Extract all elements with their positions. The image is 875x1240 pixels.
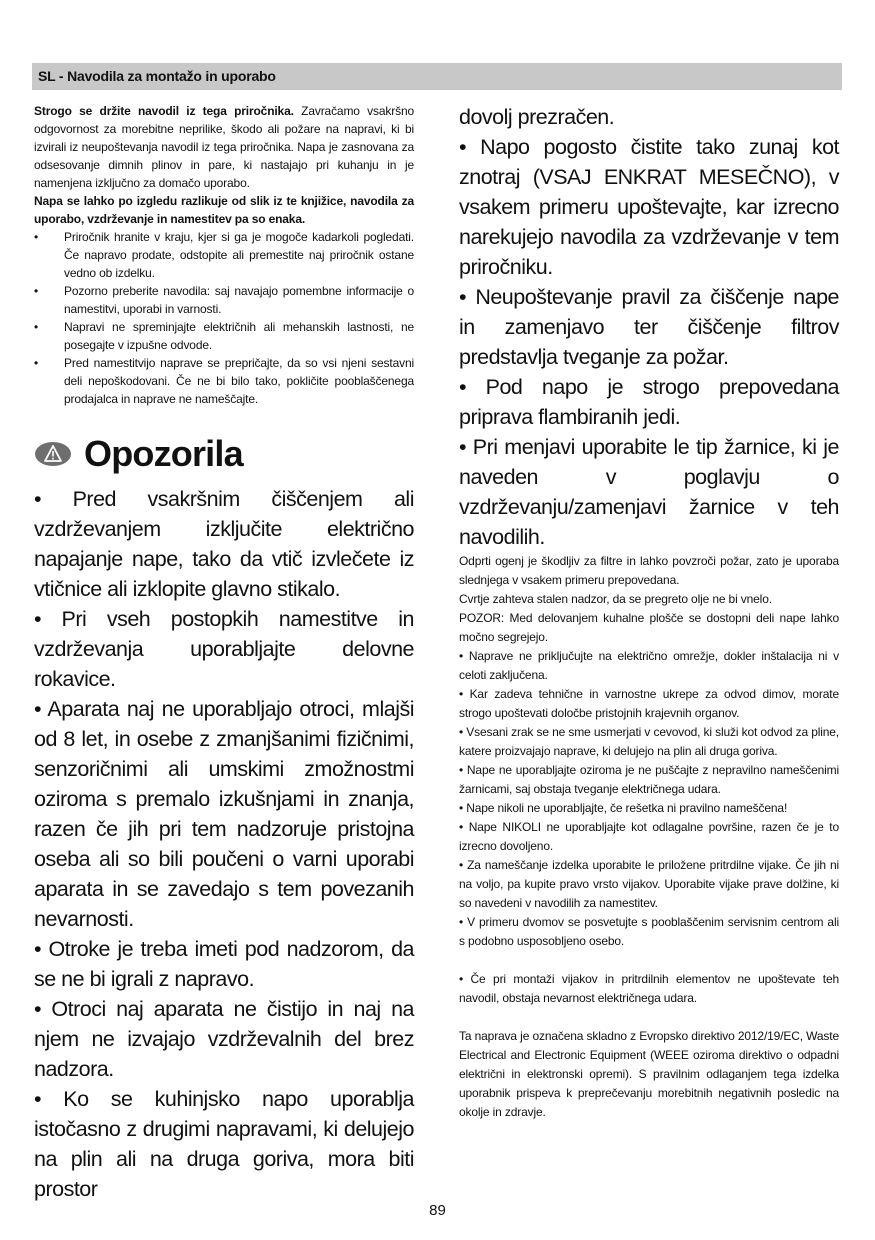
small-warning: • Za nameščanje izdelka uporabite le priložene pritrdilne vijake. Če jih ni na voljo, pa kupite pravo vrsto vijakov. Uporabite vijake prave dolžine, ki so navedeni v navodilih za namestitev. xyxy=(459,858,839,910)
warning-item: • Pod napo je strogo prepovedana priprava flambiranih jedi. xyxy=(459,375,839,429)
warning-item: • Napo pogosto čistite tako zunaj kot znotraj (VSAJ ENKRAT MESEČNO), v vsakem primeru upoštevajte, kar izrecno narekujejo navodila za vzdrževanje v tem priročniku. xyxy=(459,135,839,279)
small-warning: Odprti ogenj je škodljiv za filtre in lahko povzroči požar, zato je uporaba slednjega v vsakem primeru prepovedana. xyxy=(459,554,839,587)
small-warning: • Nape NIKOLI ne uporabljajte kot odlagalne površine, razen če je to izrecno dovoljeno. xyxy=(459,820,839,853)
intro-bold: Strogo se držite navodil iz tega priročnika. xyxy=(34,104,294,118)
section-title: SL - Navodila za montažo in uporabo xyxy=(38,68,276,84)
spacer xyxy=(459,951,839,970)
spacer xyxy=(459,1008,839,1027)
small-warning: • Nape ne uporabljajte oziroma je ne puščajte z nepravilno nameščenimi žarnicami, saj obstaja tveganje električnega udara. xyxy=(459,763,839,796)
small-warning: • Kar zadeva tehnične in varnostne ukrepe za odvod dimov, morate strogo upoštevati določbe pristojnih krajevnih organov. xyxy=(459,687,839,720)
small-warning: • Naprave ne priključujte na električno omrežje, dokler inštalacija ni v celoti zaključena. xyxy=(459,649,839,682)
warning-item: • Ko se kuhinjsko napo uporablja istočasno z drugimi napravami, ki delujejo na plin ali na druga goriva, mora biti prostor xyxy=(34,1087,414,1201)
warnings-title: Opozorila xyxy=(84,433,243,474)
weee-note: Ta naprava je označena skladno z Evropsko direktivo 2012/19/EC, Waste Electrical and Electronic Equipment (WEEE oziroma direktivo o odpadni električni in elektronski opremi). S pravilnim odlaganjem tega izdelka uporabnik prispeva k preprečevanju morebitnih negativnih posledic na okolje in zdravje. xyxy=(459,1029,839,1119)
intro-note-bold: Napa se lahko po izgledu razlikuje od slik iz te knjižice, navodila za uporabo, vzdrževanje in namestitev pa so enaka. xyxy=(34,194,414,226)
small-warning: • V primeru dvomov se posvetujte s pooblaščenim servisnim centrom ali s podobno usposobljeno osebo. xyxy=(459,915,839,948)
left-column xyxy=(34,102,414,1204)
warning-icon xyxy=(34,441,72,467)
bullet-dot: • xyxy=(34,230,39,244)
intro-block xyxy=(34,102,414,228)
warning-item: • Pri menjavi uporabite le tip žarnice, ki je naveden v poglavju o vzdrževanju/zamenjavi žarnice v teh navodilih. xyxy=(459,435,839,549)
bullet-dot: • xyxy=(34,320,39,334)
intro-bullet-list xyxy=(34,228,414,408)
small-warning: POZOR: Med delovanjem kuhalne plošče se dostopni deli nape lahko močno segrejejo. xyxy=(459,611,839,644)
list-item: • Napravi ne spreminjajte električnih ali mehanskih lastnosti, ne posegajte v izpušne odvode. xyxy=(34,320,414,352)
intro-text: Zavračamo vsakršno odgovornost za morebitne neprilike, škodo ali požare na napravi, ki bi izvirali iz neupoštevanja navodil iz tega priročnika. Napa je zasnovana za odsesovanje dimnih plinov in pare, ki nastajajo pri kuhanju in je namenjena izključno za domačo uporabo. xyxy=(34,104,414,190)
warnings-heading xyxy=(34,426,414,482)
bullet-dot: • xyxy=(34,356,39,370)
small-warning: • Nape nikoli ne uporabljajte, če rešetka ni pravilno nameščena! xyxy=(459,801,788,815)
list-item: • Pozorno preberite navodila: saj navajajo pomembne informacije o namestitvi, uporabi in varnosti. xyxy=(34,284,414,316)
intro-note xyxy=(34,192,414,228)
screws-note: • Če pri montaži vijakov in pritrdilnih elementov ne upoštevate teh navodil, obstaja nevarnost električnega udara. xyxy=(459,972,839,1005)
warning-item: • Aparata naj ne uporabljajo otroci, mlajši od 8 let, in osebe z zmanjšanimi fizičnimi, senzoričnimi ali umskimi zmožnostmi oziroma s premalo izkušnjami in znanja, razen če jih pri tem nadzoruje pristojna oseba ali so bili poučeni o varni uporabi aparata in se zavedajo s tem povezanih nevarnosti. xyxy=(34,697,414,931)
warning-item: • Neupoštevanje pravil za čiščenje nape in zamenjavo ter čiščenje filtrov predstavlja tveganje za požar. xyxy=(459,285,839,369)
small-warning: • Vsesani zrak se ne sme usmerjati v cevovod, ki služi kot odvod za pline, katere proizvajajo naprave, ki delujejo na plin ali druga goriva. xyxy=(459,725,839,758)
warning-item: • Pri vseh postopkih namestitve in vzdrževanja uporabljajte delovne rokavice. xyxy=(34,607,414,691)
intro-paragraph xyxy=(34,102,414,192)
page-number: 89 xyxy=(429,1202,446,1219)
warning-item: • Pred vsakršnim čiščenjem ali vzdrževanjem izključite električno napajanje nape, tako da vtič izvlečete iz vtičnice ali izklopite glavno stikalo. xyxy=(34,487,414,601)
right-column xyxy=(459,102,839,1122)
list-item: • Priročnik hranite v kraju, kjer si ga je mogoče kadarkoli pogledati. Če napravo prodate, odstopite ali premestite naj priročnik ostane vedno ob izdelku. xyxy=(34,230,414,280)
list-item: • Pred namestitvijo naprave se prepričajte, da so vsi njeni sestavni deli nepoškodovani. Če ne bi bilo tako, pokličite pooblaščenega prodajalca in naprave ne nameščajte. xyxy=(34,356,414,406)
warning-item: • Otroci naj aparata ne čistijo in naj na njem ne izvajajo vzdrževalnih del brez nadzora. xyxy=(34,997,414,1081)
bullet-dot: • xyxy=(34,284,39,298)
warning-item: • Otroke je treba imeti pod nadzorom, da se ne bi igrali z napravo. xyxy=(34,937,414,991)
section-header xyxy=(32,63,842,90)
warning-item: dovolj prezračen. xyxy=(459,105,615,129)
small-warning: Cvrtje zahteva stalen nadzor, da se pregreto olje ne bi vnelo. xyxy=(459,592,772,606)
